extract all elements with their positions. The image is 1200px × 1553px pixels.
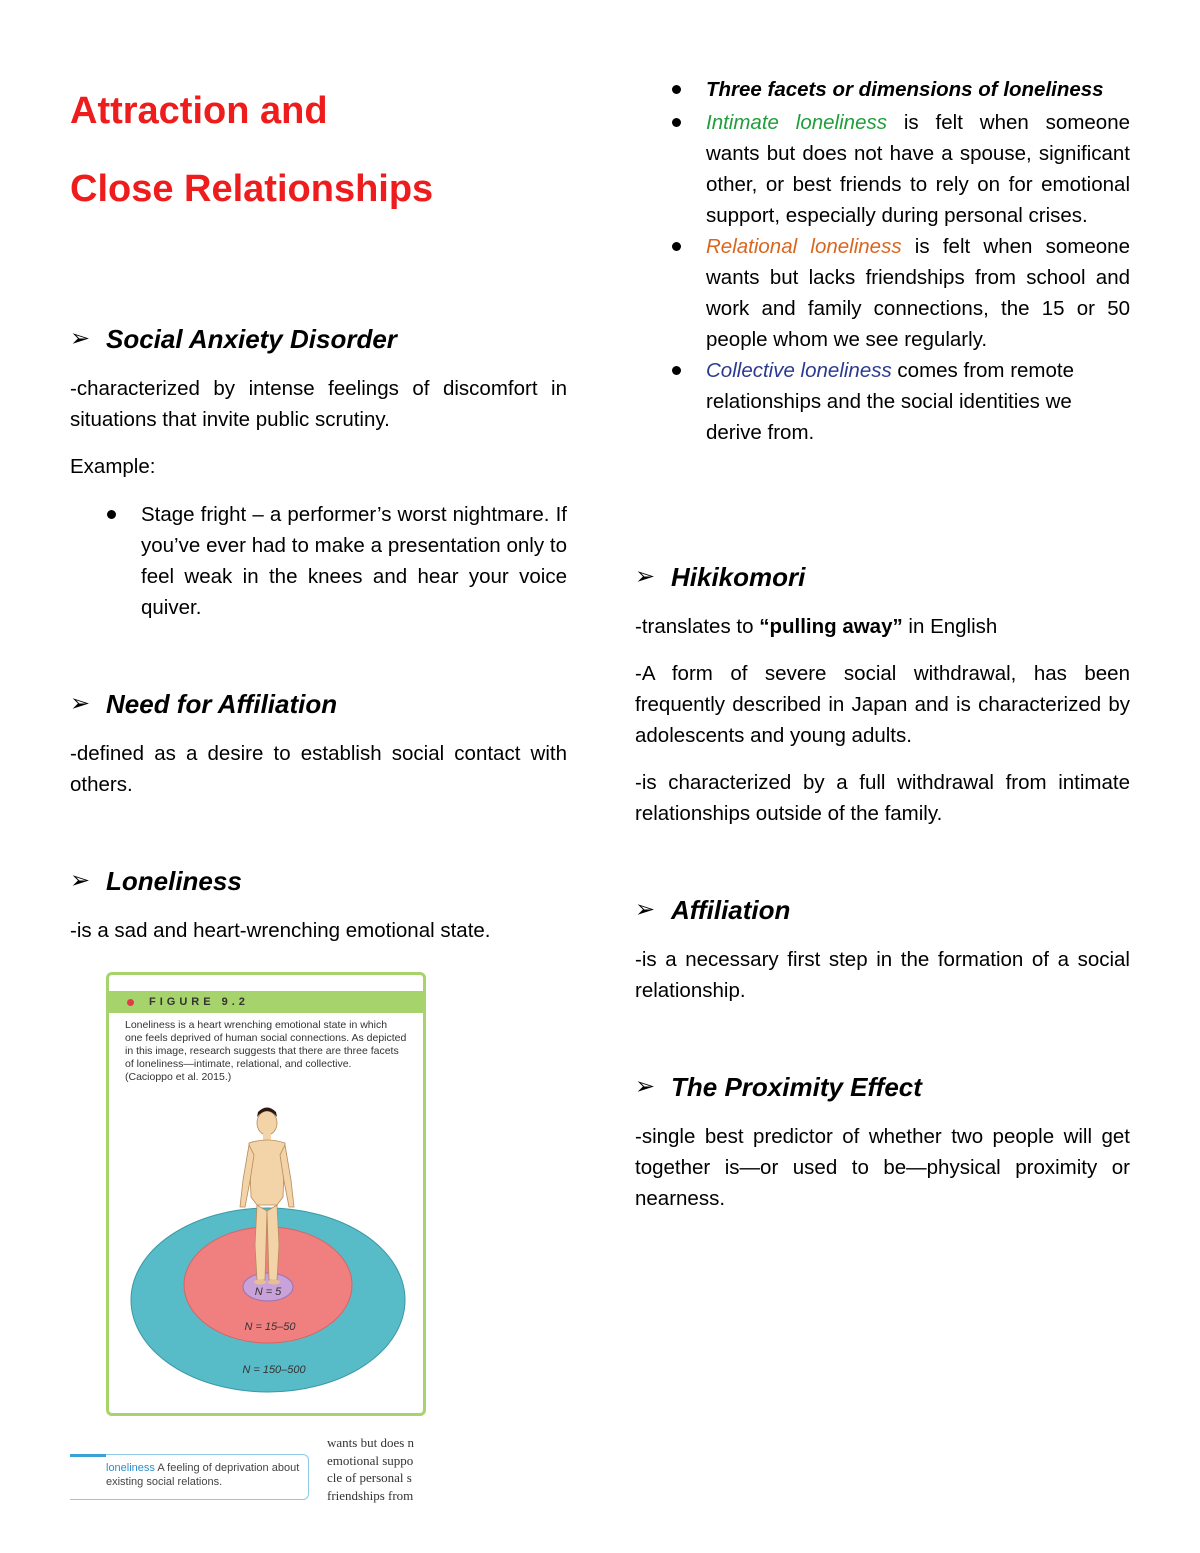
pulling-away-term: “pulling away” xyxy=(759,615,903,638)
relational-loneliness-text: is felt when someone wants but lacks friendships from school and work and family connections, the 15 or 50 people whom we see regularly. xyxy=(706,235,1130,351)
glossary-box xyxy=(70,1454,309,1500)
heading-text: Loneliness xyxy=(106,866,242,896)
heading-social-anxiety xyxy=(70,322,567,356)
text: in English xyxy=(902,615,998,638)
bullet-dot-icon xyxy=(672,85,681,94)
page-title-line-1: Attraction and xyxy=(70,90,328,132)
left-column xyxy=(70,72,567,946)
hikikomori-characterization: -is characterized by a full withdrawal from intimate relationships outside of the family. xyxy=(635,771,1130,825)
list-item xyxy=(635,107,1130,231)
figure-citation: (Cacioppo et al. 2015.) xyxy=(125,1071,232,1083)
bullet-dot-icon xyxy=(672,242,681,251)
middle-ring-label: N = 15–50 xyxy=(244,1321,296,1333)
concentric-rings-diagram xyxy=(109,975,423,1413)
list-item xyxy=(70,499,567,623)
outer-ring-label: N = 150–500 xyxy=(242,1364,306,1376)
example-label: Example: xyxy=(70,455,156,478)
arrow-bullet-icon: ➢ xyxy=(635,896,656,923)
heading-need-for-affiliation xyxy=(70,687,567,721)
heading-text: Social Anxiety Disorder xyxy=(106,324,397,354)
list-item xyxy=(635,355,1130,448)
list-item xyxy=(635,72,1130,107)
arrow-bullet-icon: ➢ xyxy=(70,690,91,717)
inner-ring-label: N = 5 xyxy=(254,1286,282,1298)
heading-text: Affiliation xyxy=(671,895,791,925)
relational-loneliness-term: Relational loneliness xyxy=(706,235,902,258)
cropped-book-text xyxy=(327,1434,429,1506)
figure-label: FIGURE 9.2 xyxy=(149,996,249,1008)
page-title-line-2: Close Relationships xyxy=(70,168,434,210)
text: -translates to xyxy=(635,615,760,638)
heading-hikikomori xyxy=(635,560,1130,594)
collective-loneliness-term: Collective loneliness xyxy=(706,359,892,382)
bullet-dot-icon xyxy=(107,510,116,519)
hikikomori-translation xyxy=(635,611,1130,642)
intimate-loneliness-term: Intimate loneliness xyxy=(706,111,887,134)
intimate-loneliness-text: is felt when someone wants but does not have a spouse, significant other, or best friends to rely on for emotional support, especially during personal crises. xyxy=(706,111,1130,227)
affiliation-definition: -is a necessary first step in the formation of a social relationship. xyxy=(635,948,1130,1002)
heading-text: Hikikomori xyxy=(671,562,806,592)
bullet-dot-icon xyxy=(672,118,681,127)
cropped-line: cle of personal s xyxy=(327,1470,412,1485)
glossary-accent-stripe xyxy=(70,1454,106,1457)
loneliness-definition: -is a sad and heart-wrenching emotional state. xyxy=(70,919,491,942)
cropped-line: emotional suppo xyxy=(327,1452,414,1468)
loneliness-facets-list xyxy=(635,72,1130,448)
cropped-line: friendships from xyxy=(327,1487,414,1503)
arrow-bullet-icon: ➢ xyxy=(635,1073,656,1100)
need-for-affiliation-definition: -defined as a desire to establish social contact with others. xyxy=(70,742,567,796)
heading-text: The Proximity Effect xyxy=(671,1072,922,1102)
heading-loneliness xyxy=(70,864,567,898)
heading-text: Need for Affiliation xyxy=(106,689,338,719)
arrow-bullet-icon: ➢ xyxy=(70,325,91,352)
facets-heading: Three facets or dimensions of loneliness xyxy=(706,78,1104,101)
bullet-dot-icon xyxy=(672,366,681,375)
arrow-bullet-icon: ➢ xyxy=(70,867,91,894)
right-column xyxy=(635,72,1130,1214)
glossary-text: A feeling of deprivation about existing social relations. xyxy=(106,1462,300,1488)
collective-loneliness-text: comes from remote relationships and the social identities we derive from. xyxy=(706,359,1075,444)
list-item xyxy=(635,231,1130,355)
glossary-term: loneliness xyxy=(106,1462,155,1474)
proximity-effect-definition: -single best predictor of whether two people will get together is—or used to be—physical proximity or nearness. xyxy=(635,1125,1130,1210)
hikikomori-description: -A form of severe social withdrawal, has been frequently described in Japan and is characterized by adolescents and young adults. xyxy=(635,662,1130,747)
example-list xyxy=(70,499,567,623)
heading-proximity-effect xyxy=(635,1070,1130,1104)
heading-affiliation xyxy=(635,893,1130,927)
arrow-bullet-icon: ➢ xyxy=(635,563,656,590)
stage-fright-text: Stage fright – a performer’s worst nightmare. If you’ve ever had to make a presentation only to feel weak in the knees and hear your voice quiver. xyxy=(141,503,567,619)
cropped-line: wants but does n xyxy=(327,1435,415,1450)
glossary-definition xyxy=(106,1461,302,1489)
figure-caption-text: Loneliness is a heart wrenching emotional state in which one feels deprived of human social connections. As depicted in this image, research suggests that there are three facets of loneliness—intimate, relational, and collective. xyxy=(125,1019,407,1070)
loneliness-figure xyxy=(106,972,426,1416)
social-anxiety-definition: -characterized by intense feelings of discomfort in situations that invite public scrutiny. xyxy=(70,377,567,431)
